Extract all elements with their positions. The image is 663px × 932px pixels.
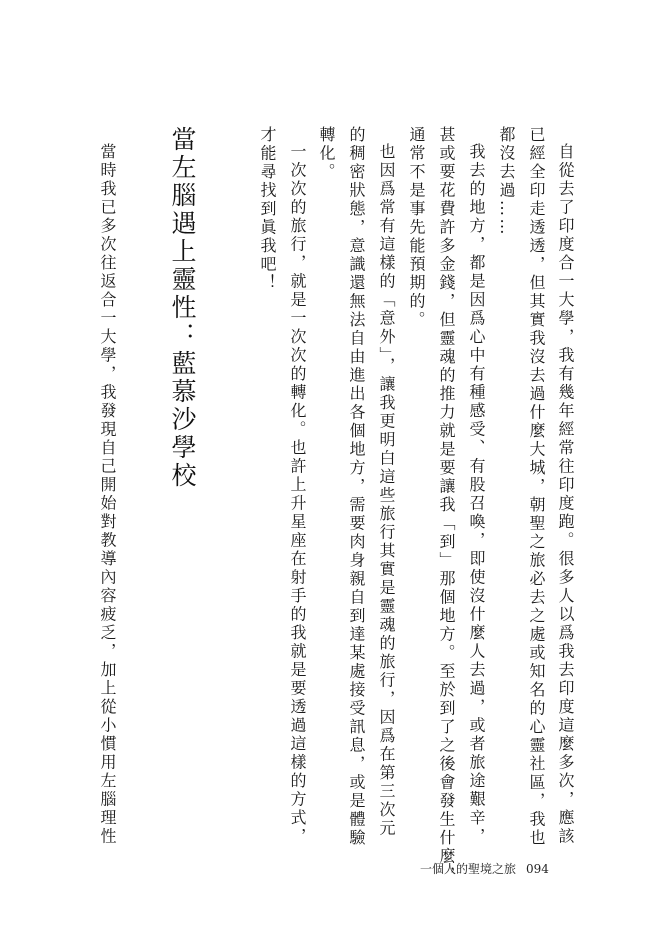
paragraph-3-line-2: 的稠密狀態，意識還無法自由進出各個地方，需要肉身親自到達某處接受訊息，或是體驗 [347, 126, 366, 848]
running-book-title: 一個人的聖境之旅 [420, 862, 517, 876]
page-number: 094 [526, 862, 549, 876]
paragraph-2-line-1: 我去的地方，都是因爲心中有種感受、有股召喚，即使沒什麼人去過，或者旅途艱辛， [467, 143, 486, 846]
paragraph-5-line-1: 當時我已多次往返合一大學，我發現自己開始對教導內容疲乏，加上從小慣用左腦理性 [98, 143, 117, 846]
paragraph-1-line-1: 自從去了印度合一大學，我有幾年經常往印度跑。很多人以爲我去印度這麼多次，應該 [556, 143, 575, 846]
paragraph-4-line-2: 才能尋找到眞我吧！ [258, 126, 277, 293]
page-footer [420, 860, 549, 877]
section-heading: 當左腦遇上靈性：藍慕沙學校 [168, 126, 197, 490]
paragraph-1-line-2: 已經全印走透透，但其實我沒去過什麼大城，朝聖之旅必去之處或知名的心靈社區，我也 [527, 126, 546, 848]
paragraph-3-line-1: 也因爲常有這樣的「意外」，讓我更明白這些旅行其實是靈魂的旅行，因爲在第三次元 [377, 143, 396, 838]
paragraph-4-line-1: 一次次的旅行，就是一次次的轉化。也許上升星座在射手的我就是要透過這樣的方式， [288, 143, 307, 846]
paragraph-3-line-3: 轉化。 [317, 126, 336, 182]
paragraph-2-line-3: 通常不是事先能預期的。 [407, 126, 426, 330]
paragraph-2-line-2: 甚或要花費許多金錢，但靈魂的推力就是要讓我「到」那個地方。至於到了之後會發生什麼， [437, 126, 456, 885]
paragraph-1-line-3: 都沒去過…… [497, 126, 516, 237]
